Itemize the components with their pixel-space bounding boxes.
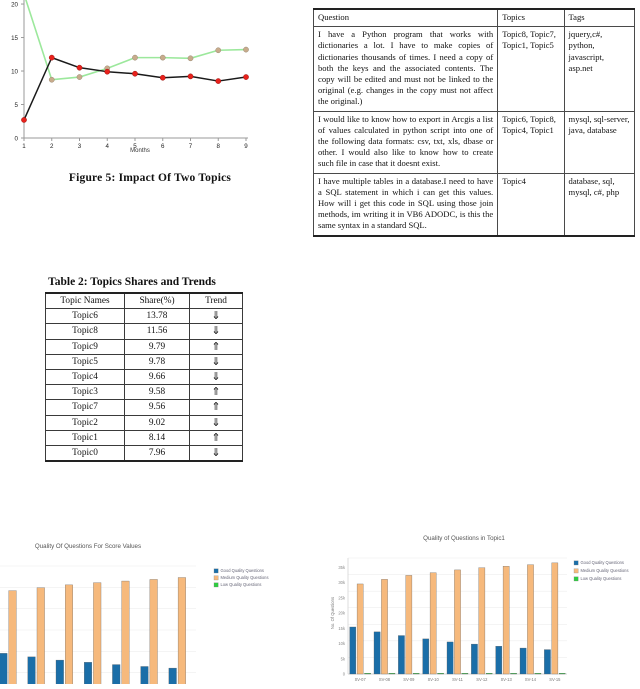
table2-cell-share: 9.02 [125, 415, 190, 430]
table2-head [46, 293, 243, 309]
figure5-data-point [216, 78, 221, 83]
bar [93, 583, 101, 684]
table-row [46, 370, 243, 385]
bar [398, 636, 404, 674]
bar [535, 673, 541, 674]
bar [486, 673, 492, 674]
bar [9, 591, 17, 684]
table2-cell-share: 9.58 [125, 385, 190, 400]
bar [122, 581, 130, 684]
figure5-data-point [243, 47, 248, 52]
figure5-axes [11, 0, 248, 150]
figure5-xtick: 1 [22, 143, 26, 150]
questions-header-topics: Topics [498, 9, 564, 27]
figure5-series-line [24, 58, 246, 120]
bar [169, 668, 177, 684]
table2-container [45, 292, 243, 462]
ytick-label: 10k [338, 641, 345, 647]
table2-cell-topic-name: Topic8 [46, 324, 125, 339]
questions-cell-question [314, 173, 498, 236]
xtick-label: SV-10 [427, 677, 439, 682]
score-chart-bars [0, 578, 195, 684]
xtick-label: SV-13 [500, 677, 512, 682]
ytick-label: 25k [338, 595, 345, 601]
bar [150, 579, 158, 684]
ytick-label: 15k [338, 625, 345, 631]
table-row [46, 354, 243, 369]
bar [520, 648, 526, 674]
questions-cell-topics: Topic8, Topic7, Topic1, Topic5 [498, 27, 564, 111]
figure5-caption: Figure 5: Impact Of Two Topics [68, 172, 232, 184]
table-row [46, 446, 243, 462]
xtick-label: SV-11 [452, 677, 463, 682]
figure5-xtick: 7 [188, 143, 193, 150]
table2-cell-topic-name: Topic5 [46, 354, 125, 369]
topic1-chart-ytick-labels [338, 565, 346, 677]
table-row [46, 309, 243, 324]
questions-table-header-row [314, 9, 635, 27]
figure5-ytick: 0 [14, 135, 18, 143]
figure5-xtick: 9 [244, 143, 248, 150]
bar [479, 568, 485, 674]
questions-cell-topics: Topic6, Topic8, Topic4, Topic1 [498, 111, 564, 173]
figure5-xtick: 6 [161, 143, 165, 150]
bar [374, 632, 380, 674]
figure5-data-point [132, 55, 137, 60]
bar [37, 588, 45, 684]
bar [462, 673, 468, 674]
figure5-ytick: 20 [11, 1, 18, 9]
bar [413, 673, 419, 674]
legend-label: Medium Quality Questions [580, 568, 629, 573]
figure5-data-point [21, 117, 26, 122]
bar [454, 570, 460, 674]
figure5-data-point [132, 71, 137, 76]
table2-cell-trend: ⇓ [190, 446, 243, 462]
bar [510, 673, 516, 674]
table2-header-row [46, 293, 243, 309]
table2-cell-topic-name: Topic6 [46, 309, 125, 324]
figure5-data-point [77, 74, 82, 79]
score-chart-title: Quality Of Questions For Score Values [34, 543, 142, 550]
figure5-xtick: 4 [105, 143, 109, 150]
bar [28, 657, 36, 684]
ytick-label: 30k [338, 580, 345, 586]
questions-table-container [313, 8, 635, 237]
figure5-line-chart [0, 0, 254, 161]
xtick-label: SV-15 [549, 677, 561, 682]
bar [141, 666, 149, 684]
questions-cell-question [314, 27, 498, 111]
bar [112, 665, 120, 684]
table2-cell-share: 9.56 [125, 400, 190, 415]
topic1-bar-chart [322, 528, 640, 684]
questions-table [313, 8, 635, 237]
table2-header-topic-names: Topic Names [46, 293, 125, 309]
table2-cell-share: 7.96 [125, 446, 190, 462]
table2 [45, 292, 243, 462]
bar [447, 642, 453, 674]
figure5-xlabel: Months [130, 148, 150, 154]
legend-swatch [574, 561, 578, 565]
legend-swatch [214, 569, 218, 573]
table2-cell-share: 13.78 [125, 309, 190, 324]
bar [496, 646, 502, 674]
figure5-data-point [105, 69, 110, 74]
ytick-label: 0 [342, 671, 345, 677]
questions-cell-tags: database, sql, mysql, c#, php [564, 173, 634, 236]
table2-cell-trend: ⇑ [190, 430, 243, 445]
topic1-chart-ylabel: No. Of Questions [330, 596, 335, 630]
bar [437, 673, 443, 674]
figure5-ytick: 15 [11, 34, 18, 42]
bar [0, 653, 7, 684]
bar [389, 673, 395, 674]
questions-cell-tags: mysql, sql-server, java, database [564, 111, 634, 173]
table2-cell-topic-name: Topic4 [46, 370, 125, 385]
figure5-xtick: 8 [216, 143, 220, 150]
bar [423, 639, 429, 674]
bar [552, 563, 558, 674]
table2-cell-trend: ⇓ [190, 309, 243, 324]
questions-header-tags: Tags [564, 9, 634, 27]
table2-cell-topic-name: Topic9 [46, 339, 125, 354]
table-row [46, 400, 243, 415]
figure5-data-point [188, 56, 193, 61]
legend-label: Low Quality Questions [220, 582, 262, 587]
table2-cell-share: 11.56 [125, 324, 190, 339]
topic1-chart-xtick-labels [355, 677, 562, 682]
figure5-data-point [49, 77, 54, 82]
ytick-label: 5k [340, 656, 345, 662]
table2-cell-trend: ⇑ [190, 400, 243, 415]
xtick-label: SV-09 [403, 677, 415, 682]
question-text: I would like to know how to export in Arcgis a list of values calculated in python script into one of the following data formats: csv, txt, xls, dbase or other. I would also like to know how to create such file in case that it doesnt exist. [318, 113, 494, 169]
table2-cell-share: 8.14 [125, 430, 190, 445]
score-values-bar-chart-svg [0, 536, 300, 684]
ytick-label: 20k [338, 610, 345, 616]
questions-header-question: Question [314, 9, 498, 27]
table2-cell-topic-name: Topic0 [46, 446, 125, 462]
xtick-label: SV-12 [476, 677, 488, 682]
score-chart-legend [214, 568, 269, 587]
topic1-chart-legend [574, 560, 629, 581]
table2-cell-share: 9.79 [125, 339, 190, 354]
score-values-bar-chart [0, 536, 300, 684]
table2-cell-topic-name: Topic7 [46, 400, 125, 415]
table2-cell-share: 9.66 [125, 370, 190, 385]
questions-cell-question [314, 111, 498, 173]
table2-caption: Table 2: Topics Shares and Trends [48, 276, 216, 288]
figure5-data-point [188, 74, 193, 79]
topic1-bar-chart-svg [322, 528, 640, 684]
figure5-xtick: 2 [50, 143, 54, 150]
table-row [46, 415, 243, 430]
question-text: I have a Python program that works with dictionaries a lot. I have to make copies of dictionaries thousands of times. I need a copy of both the keys and the associated contents. The copy will be edited and must not be linked to the original (e.g. changes in the copy must not affect the original.) [318, 29, 494, 107]
table-row [46, 430, 243, 445]
legend-swatch [214, 576, 218, 580]
figure5-series-line [24, 0, 246, 80]
bar [178, 578, 186, 684]
figure5-data-point [160, 55, 165, 60]
table2-cell-trend: ⇓ [190, 370, 243, 385]
table2-cell-trend: ⇑ [190, 339, 243, 354]
table2-cell-topic-name: Topic2 [46, 415, 125, 430]
figure5-data-point [160, 75, 165, 80]
xtick-label: SV-14 [524, 677, 537, 682]
topic1-chart-bars [350, 563, 566, 674]
table-row [314, 111, 635, 173]
bar [406, 575, 412, 674]
legend-label: Good Quality Questions [220, 568, 264, 573]
table2-cell-trend: ⇓ [190, 354, 243, 369]
figure5-data-point [216, 48, 221, 53]
table2-cell-trend: ⇓ [190, 324, 243, 339]
table-row [46, 385, 243, 400]
bar [364, 673, 370, 674]
figure5-data-point [243, 74, 248, 79]
table2-cell-share: 9.78 [125, 354, 190, 369]
table2-cell-topic-name: Topic1 [46, 430, 125, 445]
table2-cell-topic-name: Topic3 [46, 385, 125, 400]
questions-table-head [314, 9, 635, 27]
bar [559, 673, 565, 674]
legend-label: Good Quality Questions [580, 560, 624, 565]
bar [65, 585, 73, 684]
table-row [314, 27, 635, 111]
bar [471, 644, 477, 674]
bar [84, 662, 92, 684]
bar [544, 650, 550, 674]
legend-label: Low Quality Questions [580, 576, 622, 581]
table2-cell-trend: ⇓ [190, 415, 243, 430]
figure5-xtick: 5 [133, 143, 137, 150]
legend-swatch [574, 577, 578, 581]
bar [350, 627, 356, 674]
topic1-chart-title: Quality of Questions in Topic1 [423, 535, 505, 542]
questions-cell-topics: Topic4 [498, 173, 564, 236]
table2-body [46, 309, 243, 462]
legend-label: Medium Quality Questions [220, 575, 269, 580]
figure5-plot [21, 0, 248, 123]
bar [357, 584, 363, 674]
table-row [314, 173, 635, 236]
bar [430, 573, 436, 674]
xtick-label: SV-08 [378, 677, 391, 682]
table2-cell-trend: ⇑ [190, 385, 243, 400]
bar [527, 565, 533, 674]
table2-header-share: Share(%) [125, 293, 190, 309]
question-text: I have multiple tables in a database.I need to have a SQL statement in which i can get this values. How will i get this code in SQL using those join methods, im writing it in VB6 ADODC, is this the same syntax in a standard SQL. [318, 175, 494, 231]
legend-swatch [214, 583, 218, 587]
table2-header-trend: Trend [190, 293, 243, 309]
figure5-xtick: 3 [77, 143, 82, 150]
table-row [46, 324, 243, 339]
figure5-svg [0, 0, 254, 161]
figure5-ytick: 5 [14, 101, 18, 109]
figure5-data-point [49, 55, 54, 60]
xtick-label: SV-07 [354, 677, 366, 682]
bar [503, 566, 509, 674]
legend-swatch [574, 569, 578, 573]
table-row [46, 339, 243, 354]
figure5-ytick: 10 [11, 68, 18, 76]
ytick-label: 35k [338, 564, 345, 570]
questions-table-body [314, 27, 635, 236]
figure5-data-point [77, 65, 82, 70]
bar [56, 660, 64, 684]
questions-cell-tags: jquery,c#, python, javascript, asp.net [564, 27, 634, 111]
bar [381, 579, 387, 674]
